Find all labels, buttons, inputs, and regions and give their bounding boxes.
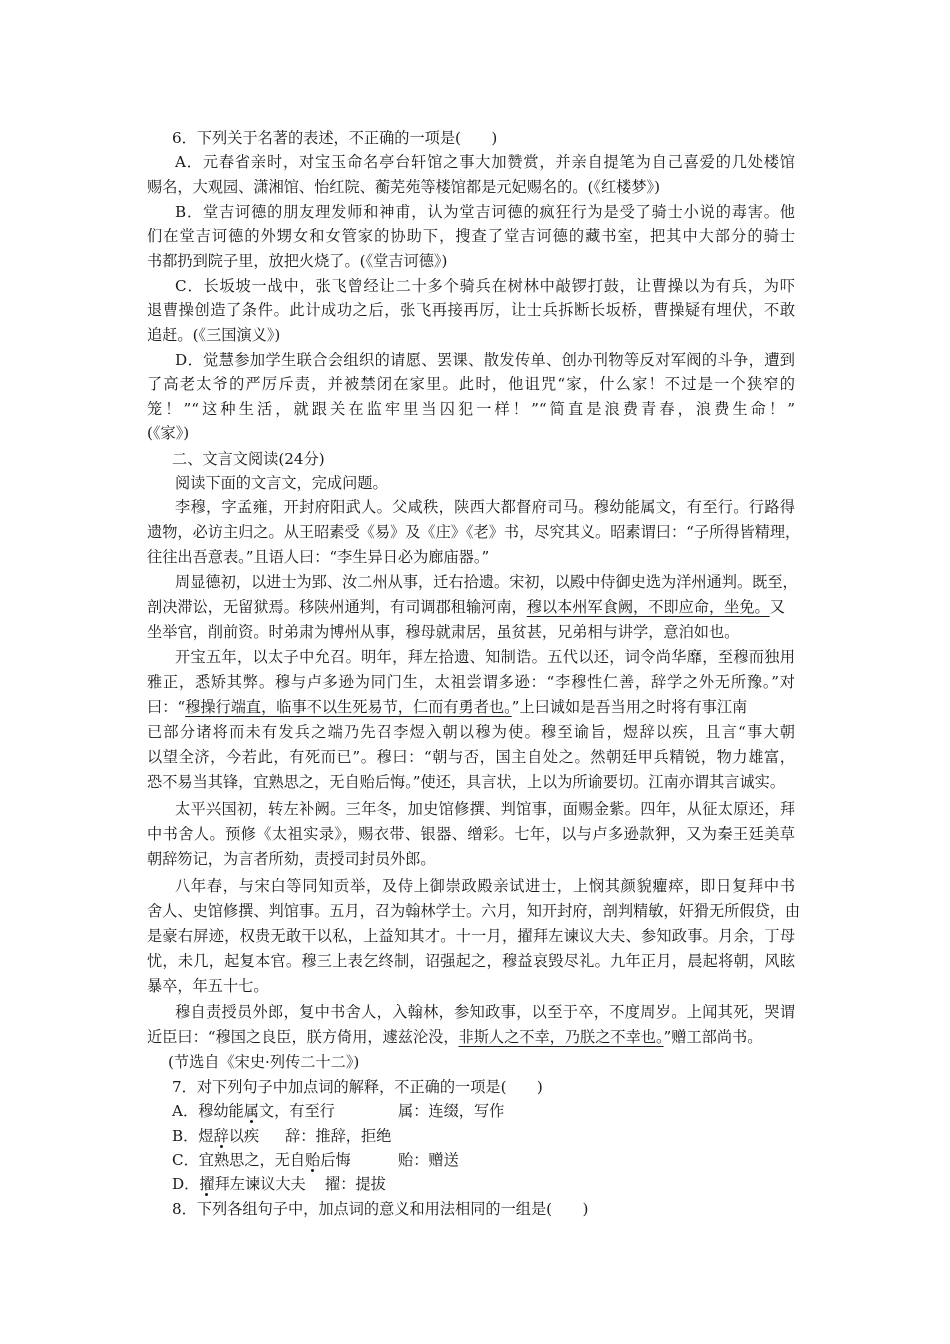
- q7-option-b: [172, 1124, 259, 1148]
- underlined-sentence-3: 非斯人之不幸，乃朕之不幸也。: [458, 1028, 664, 1046]
- underlined-sentence-2: 穆操行端直，临事不以生死易节，仁而有勇者也。: [185, 698, 512, 716]
- passage-p5-line3: 是豪右屏迹，权贵无敢干以私，上益知其才。十一月，擢拜左谏议大夫、参知政事。月余，丁母: [147, 927, 795, 945]
- q7-a-sentence-end: 文，有至行: [258, 1102, 335, 1120]
- passage-p5-line4: 忧，未几，起复本官。穆三上表乞终制，诏强起之，穆益哀毁尽礼。九年正月，晨起将朝，风眩: [147, 952, 795, 970]
- q7-c-sentence-start: C．宜熟思之，无自: [172, 1151, 306, 1169]
- question-7-stem: 7．对下列句子中加点词的解释，不正确的一项是( ): [172, 1078, 543, 1096]
- q7-b-sentence-end: 以疾: [228, 1127, 260, 1145]
- dotted-word-c: 贻: [305, 1151, 321, 1169]
- q6-option-c-line3: 追赶。(《三国演义》): [147, 326, 281, 344]
- question-8-stem: 8．下列各组句子中，加点词的意义和用法相同的一组是( ): [172, 1200, 589, 1218]
- q6-option-b-line2: 们在堂吉诃德的外甥女和女管家的协助下，搜查了堂吉诃德的藏书室，把其中大部分的骑士: [147, 227, 795, 245]
- q7-c-sentence-end: 后悔: [320, 1151, 351, 1169]
- passage-p2-line2: [147, 595, 785, 619]
- q7-d-sentence-start: D．: [172, 1175, 200, 1193]
- passage-p4-line1: 太平兴国初，转左补阙。三年冬，加史馆修撰、判馆事，面赐金紫。四年，从征太原还，拜: [175, 800, 795, 818]
- passage-p5-line2: 舍人、史馆修撰、判馆事。五月，召为翰林学士。六月，知开封府，剖判精敏，奸猾无所假贷，由: [147, 902, 801, 920]
- passage-p6-line1: 穆自责授员外郎，复中书舍人，入翰林，参知政事，以至于卒，不度周岁。上闻其死，哭谓: [175, 1003, 795, 1021]
- q7-c-explanation: 贻：赠送: [398, 1151, 459, 1169]
- q7-option-a: [172, 1099, 335, 1123]
- q6-option-d-line3: 笼！”“这种生活，就跟关在监牢里当囚犯一样！”“简直是浪费青春，浪费生命！”: [147, 400, 795, 418]
- question-6-stem: 6．下列关于名著的表述，不正确的一项是( ): [172, 129, 498, 147]
- q7-option-c: [172, 1148, 351, 1172]
- q7-d-explanation: 擢：提拔: [325, 1175, 386, 1193]
- q6-option-b-line3: 书都扔到院子里，放把火烧了。(《堂吉诃德》): [147, 252, 448, 270]
- passage-p3-line2: 雅正，悉矫其弊。穆与卢多逊为同门生，太祖尝谓多逊：“李穆性仁善，辞学之外无所豫。”对: [147, 673, 795, 691]
- passage-p1-line1: 李穆，字孟雍，开封府阳武人。父咸秩，陕西大都督府司马。穆幼能属文，有至行。行路得: [175, 498, 795, 516]
- passage-p6-line2-text: 近臣曰：“穆国之良臣，朕方倚用，遽兹沦没，: [147, 1028, 459, 1046]
- passage-p5-line1: 八年春，与宋白等同知贡举，及侍上御崇政殿亲试进士，上悯其颜貌癯瘁，即日复拜中书: [175, 877, 795, 895]
- q6-option-d-line2: 了高老太爷的严厉斥责，并被禁闭在家里。此时，他诅咒“家，什么家！不过是一个狭窄的: [147, 375, 795, 393]
- passage-p6-line2-tail: ”赠工部尚书。: [663, 1028, 763, 1046]
- passage-p3-line3-text: 曰：“: [147, 698, 186, 716]
- passage-p5-line5: 暴卒，年五十七。: [147, 977, 269, 995]
- q6-option-b-line1: B．堂吉诃德的朋友理发师和神甫，认为堂吉诃德的疯狂行为是受了骑士小说的毒害。他: [175, 203, 795, 221]
- passage-p4-line3: 朝辞笏记，为言者所劾，责授司封员外郎。: [147, 850, 436, 868]
- passage-p2-line1: 周显德初，以进士为郢、汝二州从事，迁右拾遗。宋初，以殿中侍御史选为洋州通判。既至，: [175, 573, 798, 591]
- passage-p3-line3: [147, 695, 747, 719]
- passage-p2-line3: 坐举官，削前资。时弟肃为博州从事，穆母就肃居，虽贫甚，兄弟相与讲学，意泊如也。: [147, 623, 740, 641]
- passage-p2-line2-tail: 又: [769, 598, 785, 616]
- q6-option-a-line1: A．元春省亲时，对宝玉命名亭台轩馆之事大加赞赏，并亲自提笔为自己喜爱的几处楼馆: [175, 153, 795, 171]
- passage-p2-line2-text: 剖决滞讼，无留狱焉。移陕州通判，有司调郡租输河南，: [147, 598, 527, 616]
- passage-p1-line2: 遗物，必访主归之。从王昭素受《易》及《庄》《老》书，尽究其义。昭素谓曰：“子所得皆精理，: [147, 523, 801, 541]
- q7-a-sentence-start: A．穆幼能: [172, 1102, 244, 1120]
- dotted-word-d: 擢: [199, 1175, 215, 1193]
- q6-option-d-line4: (《家》): [147, 424, 190, 442]
- q6-option-c-line1: C．长坂坡一战中，张飞曾经让二十多个骑兵在树林中敲锣打鼓，让曹操以为有兵，为吓: [175, 277, 795, 295]
- underlined-sentence-1: 穆以本州军食阙，不即应命，坐免。: [526, 598, 770, 616]
- passage-p3-line1: 开宝五年，以太子中允召。明年，拜左拾遗、知制诰。五代以还，词令尚华靡，至穆而独用: [175, 648, 795, 666]
- q7-a-explanation: 属：连缀，写作: [398, 1102, 505, 1120]
- section-2-title: 二、文言文阅读(24分): [172, 450, 325, 468]
- q7-b-explanation: 辞：推辞，拒绝: [285, 1127, 392, 1145]
- dotted-word-b: 辞: [213, 1127, 229, 1145]
- dotted-word-a: 属: [243, 1102, 259, 1120]
- passage-p3-line3-tail: ”上曰诚如是吾当用之时将有事江南: [511, 698, 748, 716]
- q7-option-d: [172, 1172, 306, 1196]
- passage-p6-line2: [147, 1025, 762, 1049]
- passage-p3-line6: 恐不易当其锋，宜熟思之，无自贻后悔。”使还，具言状，上以为所谕要切。江南亦谓其言诚实。: [147, 773, 786, 791]
- passage-p3-line5: 以望全济，今若此，有死而已”。穆曰：“朝与否，国主自处之。然朝廷甲兵精锐，物力雄富，: [147, 748, 795, 766]
- q7-d-sentence-end: 拜左谏议大夫: [214, 1175, 306, 1193]
- q6-option-d-line1: D．觉慧参加学生联合会组织的请愿、罢课、散发传单、创办刊物等反对军阀的斗争，遭到: [175, 351, 795, 369]
- passage-p1-line3: 往往出吾意表。”且语人曰：“李生异日必为廊庙器。”: [147, 548, 490, 566]
- passage-source: (节选自《宋史·列传二十二》): [168, 1053, 360, 1071]
- passage-p3-line4: 已部分诸将而未有发兵之端乃先召李煜入朝以穆为使。穆至谕旨，煜辞以疾，且言“事大朝: [147, 723, 795, 741]
- q6-option-c-line2: 退曹操创造了条件。此计成功之后，张飞再接再厉，让士兵拆断长坂桥，曹操疑有埋伏，不敢: [147, 301, 795, 319]
- passage-p4-line2: 中书舍人。预修《太祖实录》，赐衣带、银器、缯彩。七年，以与卢多逊款狎，又为秦王廷美草: [147, 825, 795, 843]
- section-2-intro: 阅读下面的文言文，完成问题。: [175, 474, 388, 492]
- q7-b-sentence-start: B．煜: [172, 1127, 214, 1145]
- q6-option-a-line2: 赐名，大观园、潇湘馆、怡红院、蘅芜苑等楼馆都是元妃赐名的。(《红楼梦》): [147, 178, 661, 196]
